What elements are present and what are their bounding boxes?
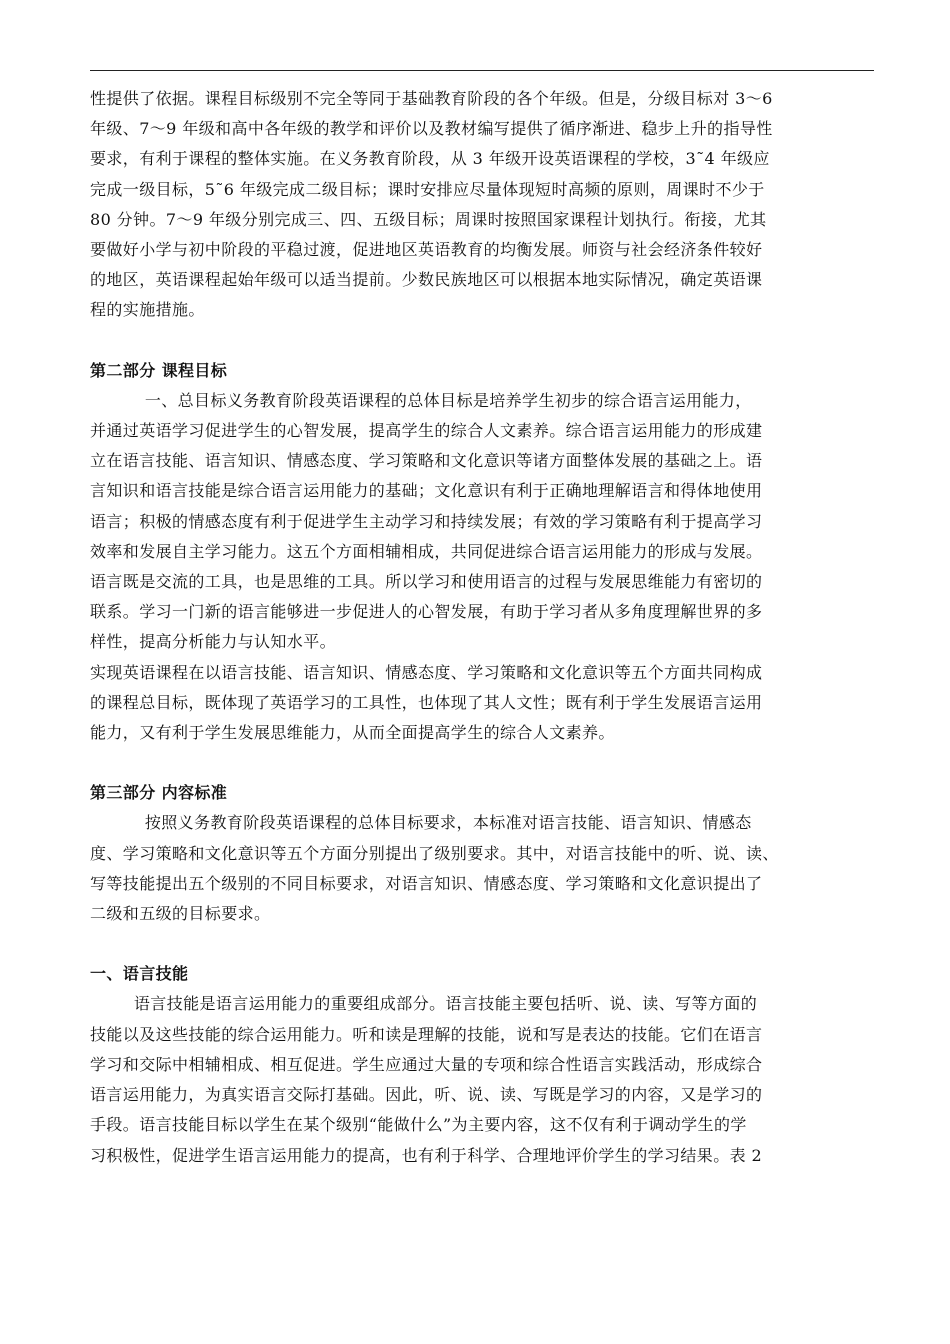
text-line: 写等技能提出五个级别的不同目标要求，对语言知识、情感态度、学习策略和文化意识提出了	[90, 873, 763, 893]
text-line: 程的实施措施。	[90, 300, 205, 320]
text-line: 按照义务教育阶段英语课程的总体目标要求，本标准对语言技能、语言知识、情感态	[90, 813, 752, 833]
text-line: 技能以及这些技能的综合运用能力。听和读是理解的技能，说和写是表达的技能。它们在语言	[90, 1024, 763, 1044]
section-heading-course-goals: 第二部分 课程目标	[90, 360, 228, 380]
text-line: 效率和发展自主学习能力。这五个方面相辅相成，共同促进综合语言运用能力的形成与发展。	[90, 541, 763, 561]
text-line: 80 分钟。7～9 年级分别完成三、四、五级目标；周课时按照国家课程计划执行。衔接，尤其	[90, 209, 767, 229]
text-line: 能力，又有利于学生发展思维能力，从而全面提高学生的综合人文素养。	[90, 723, 615, 743]
text-line: 语言；积极的情感态度有利于促进学生主动学习和持续发展；有效的学习策略有利于提高学习	[90, 511, 763, 531]
text-line: 的课程总目标，既体现了英语学习的工具性，也体现了其人文性；既有利于学生发展语言运用	[90, 692, 763, 712]
text-line: 性提供了依据。课程目标级别不完全等同于基础教育阶段的各个年级。但是，分级目标对 3～6	[90, 89, 773, 108]
text-line: 年级、7～9 年级和高中各年级的教学和评价以及教材编写提供了循序渐进、稳步上升的指导性	[90, 119, 773, 139]
text-line: 语言运用能力，为真实语言交际打基础。因此，听、说、读、写既是学习的内容，又是学习的	[90, 1085, 763, 1105]
text-line: 立在语言技能、语言知识、情感态度、学习策略和文化意识等诸方面整体发展的基础之上。语	[90, 451, 763, 471]
text-line: 手段。语言技能目标以学生在某个级别“能做什么”为主要内容，这不仅有利于调动学生的学	[90, 1115, 747, 1135]
text-line: 一、总目标义务教育阶段英语课程的总体目标是培养学生初步的综合语言运用能力，	[90, 390, 752, 410]
text-line: 的地区，英语课程起始年级可以适当提前。少数民族地区可以根据本地实际情况，确定英语课	[90, 270, 763, 290]
text-line: 语言既是交流的工具，也是思维的工具。所以学习和使用语言的过程与发展思维能力有密切的	[90, 572, 763, 592]
text-line: 度、学习策略和文化意识等五个方面分别提出了级别要求。其中，对语言技能中的听、说、读、	[90, 843, 779, 863]
text-line: 要做好小学与初中阶段的平稳过渡，促进地区英语教育的均衡发展。师资与社会经济条件较好	[90, 240, 763, 260]
section-heading-language-skills: 一、语言技能	[90, 964, 189, 984]
text-line: 联系。学习一门新的语言能够进一步促进人的心智发展，有助于学习者从多角度理解世界的多	[90, 602, 763, 622]
text-line: 完成一级目标，5˜6 年级完成二级目标；课时安排应尽量体现短时高频的原则，周课时不少于	[90, 179, 765, 199]
text-line: 样性，提高分析能力与认知水平。	[90, 632, 337, 652]
section-heading-content-standards: 第三部分 内容标准	[90, 783, 228, 803]
header-rule	[90, 70, 874, 71]
language-skills-paragraph	[90, 989, 874, 1170]
text-line: 二级和五级的目标要求。	[90, 904, 271, 924]
text-line: 实现英语课程在以语言技能、语言知识、情感态度、学习策略和文化意识等五个方面共同构成	[90, 662, 763, 682]
text-line: 并通过英语学习促进学生的心智发展，提高学生的综合人文素养。综合语言运用能力的形成建	[90, 421, 763, 441]
content-standards-paragraph	[90, 808, 874, 929]
text-line: 语言技能是语言运用能力的重要组成部分。语言技能主要包括听、说、读、写等方面的	[90, 994, 758, 1014]
course-goals-paragraph	[90, 386, 874, 748]
text-line: 言知识和语言技能是综合语言运用能力的基础；文化意识有利于正确地理解语言和得体地使用	[90, 481, 763, 501]
intro-paragraph	[90, 84, 874, 326]
text-line: 习积极性，促进学生语言运用能力的提高，也有利于科学、合理地评价学生的学习结果。表 2	[90, 1145, 763, 1165]
document-body	[90, 84, 874, 1171]
text-line: 要求，有利于课程的整体实施。在义务教育阶段，从 3 年级开设英语课程的学校，3˜4 年级应	[90, 149, 770, 169]
text-line: 学习和交际中相辅相成、相互促进。学生应通过大量的专项和综合性语言实践活动，形成综合	[90, 1054, 763, 1074]
